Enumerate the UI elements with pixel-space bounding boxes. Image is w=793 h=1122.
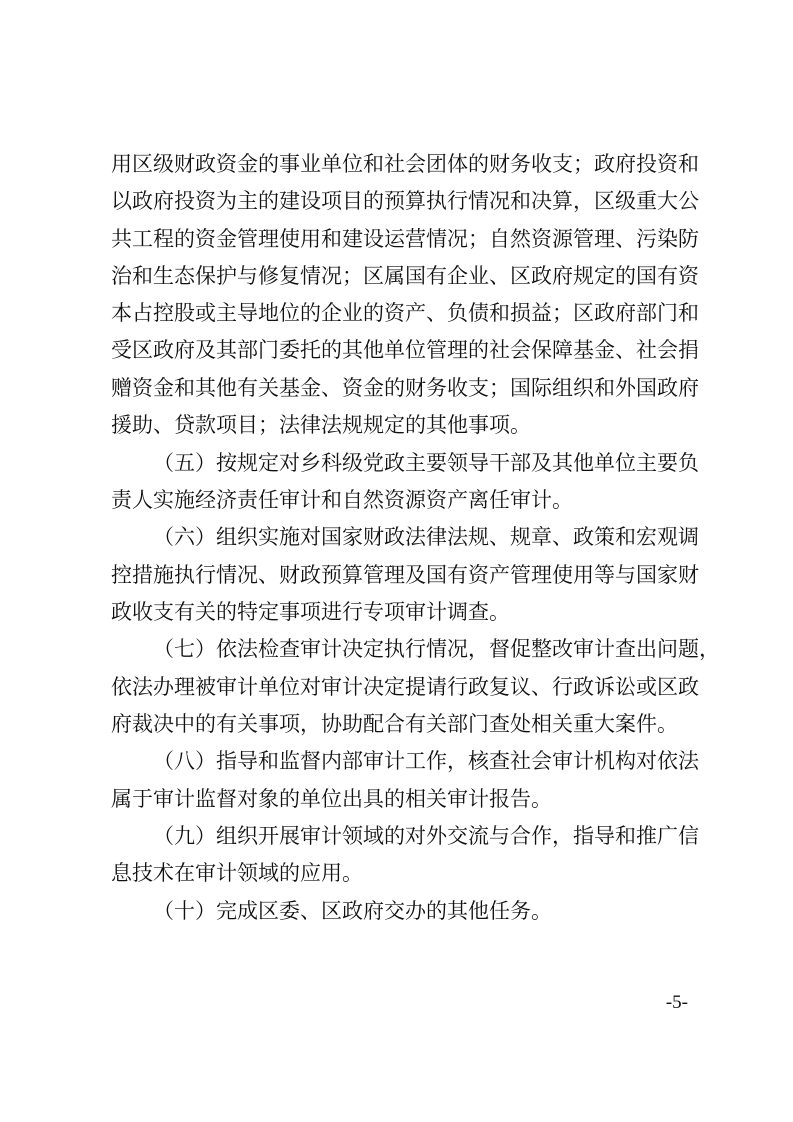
body-text-line: 治和生态保护与修复情况；区属国有企业、区政府规定的国有资	[111, 264, 699, 288]
paragraph-line: 政收支有关的特定事项进行专项审计调查。	[111, 600, 510, 624]
body-text-line: 本占控股或主导地位的企业的资产、负债和损益；区政府部门和	[111, 301, 699, 325]
body-text-line: 赠资金和其他有关基金、资金的财务收支；国际组织和外国政府	[111, 376, 699, 400]
page-number: -5-	[665, 992, 688, 1013]
paragraph-line: （十）完成区委、区政府交办的其他任务。	[153, 899, 552, 923]
paragraph-line: 府裁决中的有关事项，协助配合有关部门查处相关重大案件。	[111, 712, 678, 736]
paragraph-line: 依法办理被审计单位对审计决定提请行政复议、行政诉讼或区政	[111, 675, 699, 699]
paragraph-line: （九）组织开展审计领域的对外交流与合作，指导和推广信	[153, 824, 699, 848]
body-text-line: 受区政府及其部门委托的其他单位管理的社会保障基金、社会捐	[111, 338, 699, 362]
body-text-line: 以政府投资为主的建设项目的预算执行情况和决算，区级重大公	[111, 189, 699, 213]
paragraph-line: （八）指导和监督内部审计工作，核查社会审计机构对依法	[153, 749, 699, 773]
paragraph-line: 息技术在审计领域的应用。	[111, 861, 363, 885]
paragraph-line: 责人实施经济责任审计和自然资源资产离任审计。	[111, 488, 573, 512]
paragraph-line: （七）依法检查审计决定执行情况，督促整改审计查出问题，	[153, 637, 720, 661]
body-text-line: 共工程的资金管理使用和建设运营情况；自然资源管理、污染防	[111, 227, 699, 251]
paragraph-line: （六）组织实施对国家财政法律法规、规章、政策和宏观调	[153, 525, 699, 549]
paragraph-line: 控措施执行情况、财政预算管理及国有资产管理使用等与国家财	[111, 563, 699, 587]
body-text-line: 援助、贷款项目；法律法规规定的其他事项。	[111, 413, 531, 437]
paragraph-line: （五）按规定对乡科级党政主要领导干部及其他单位主要负	[153, 451, 699, 475]
paragraph-line: 属于审计监督对象的单位出具的相关审计报告。	[111, 787, 552, 811]
body-text-line: 用区级财政资金的事业单位和社会团体的财务收支；政府投资和	[111, 152, 699, 176]
